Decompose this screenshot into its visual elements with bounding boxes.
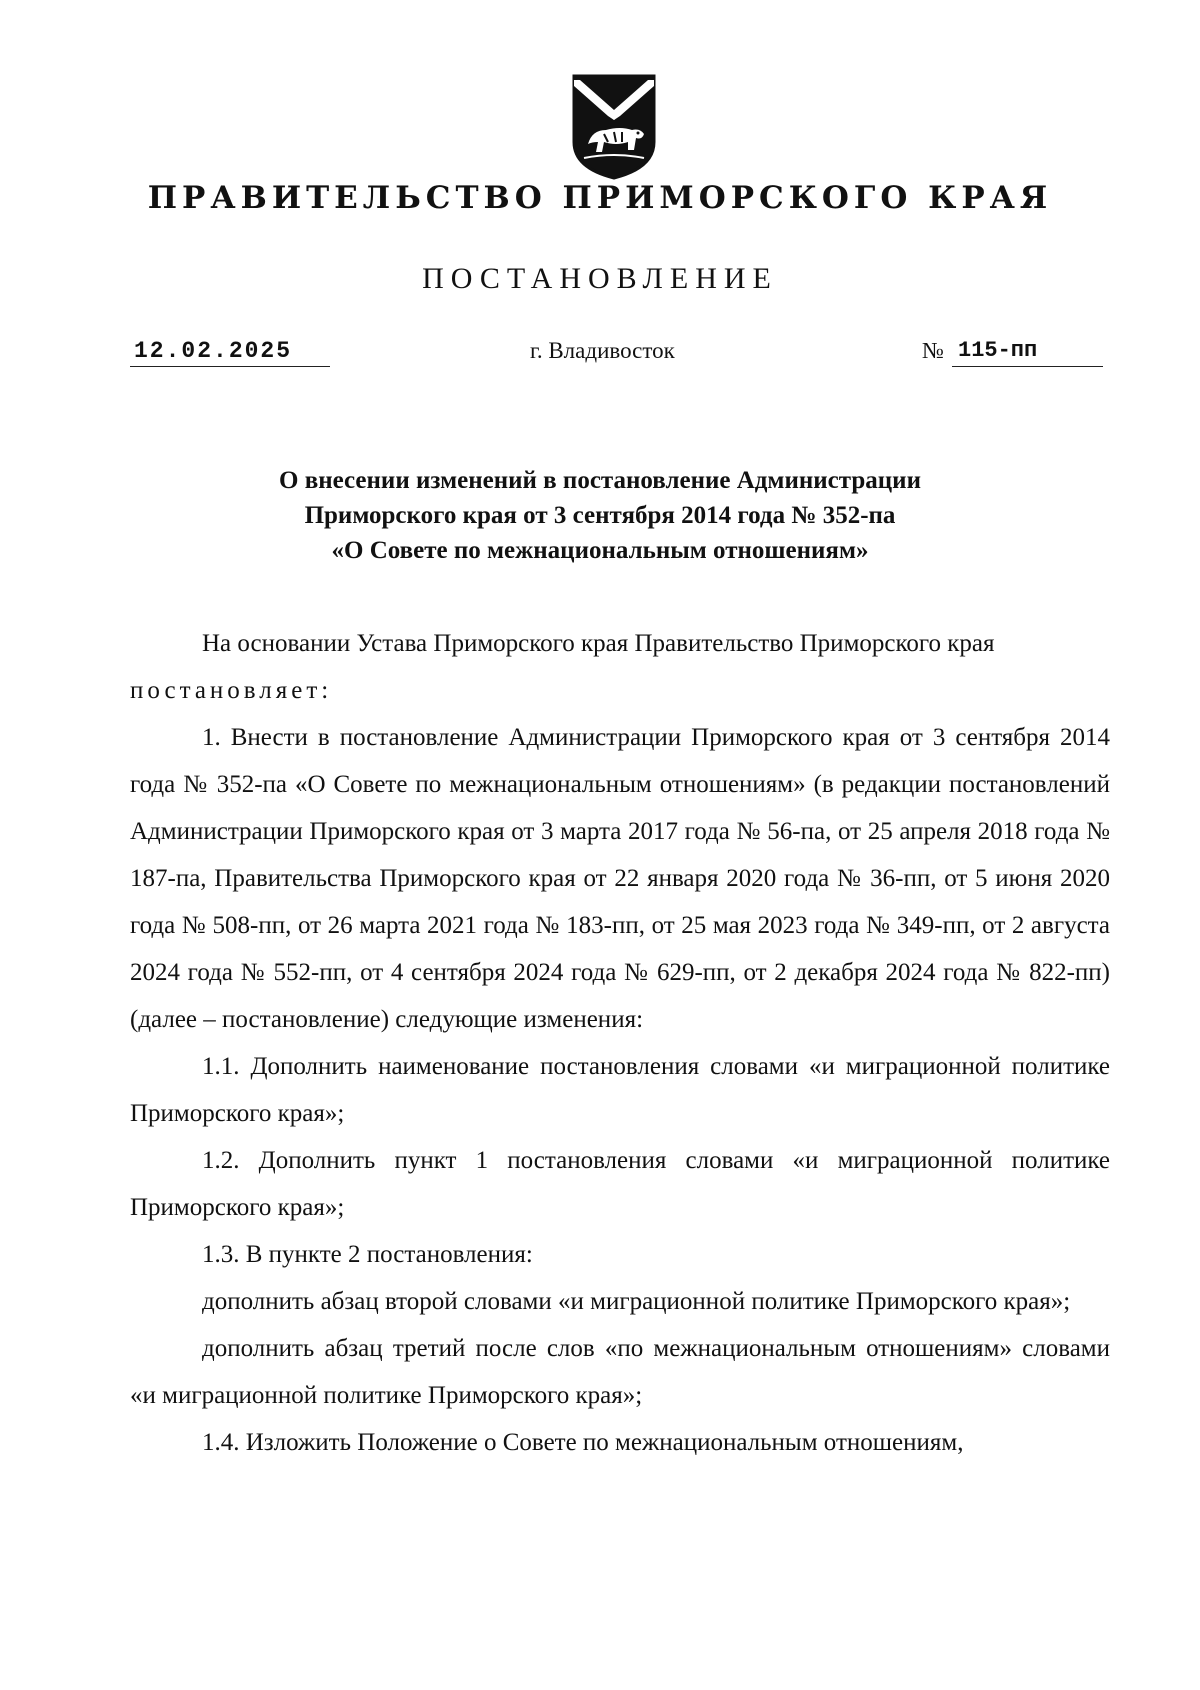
title-line: Приморского края от 3 сентября 2014 года № 352-па (304, 502, 896, 529)
authority-name: ПРАВИТЕЛЬСТВО ПРИМОРСКОГО КРАЯ (147, 180, 1053, 216)
document-title (200, 463, 1000, 568)
paragraph-item-1-3-a: дополнить абзац второй словами «и миграционной политике Приморского края»; (202, 1288, 1071, 1315)
paragraph-item-1-1: 1.1. Дополнить наименование постановления словами «и миграционной политике Приморского края»; (130, 1053, 1110, 1127)
document-city: г. Владивосток (530, 338, 675, 363)
paragraph-decree-word: постановляет: (130, 677, 333, 704)
title-line: О внесении изменений в постановление Администрации (279, 467, 921, 494)
document-number: 115-пп (952, 336, 1103, 367)
document-date: 12.02.2025 (130, 336, 330, 367)
document-body (130, 620, 1110, 1466)
document-number-label: № (922, 338, 944, 363)
paragraph-item-1-3: 1.3. В пункте 2 постановления: (202, 1241, 533, 1268)
primorsky-krai-coat-of-arms-icon (570, 72, 658, 182)
document-meta-row (0, 336, 1200, 376)
title-line: «О Совете по межнациональным отношениям» (331, 537, 869, 564)
document-type: ПОСТАНОВЛЕНИЕ (422, 262, 778, 295)
paragraph-item-1-2: 1.2. Дополнить пункт 1 постановления словами «и миграционной политике Приморского края»; (130, 1147, 1110, 1221)
paragraph-item-1-3-b: дополнить абзац третий после слов «по межнациональным отношениям» словами «и миграционной политике Приморского края»; (130, 1335, 1110, 1409)
paragraph-intro: На основании Устава Приморского края Правительство Приморского края (202, 630, 995, 657)
paragraph-item-1-4: 1.4. Изложить Положение о Совете по межнациональным отношениям, (202, 1429, 964, 1456)
paragraph-item-1: 1. Внести в постановление Администрации Приморского края от 3 сентября 2014 года № 352-па «О Совете по межнациональным отношениям» (в редакции постановлений Администрации Приморского края от 3 марта 2017 года № 56-па, от 25 апреля 2018 года № 187-па, Правительства Приморского края от 22 января 2020 года № 36-пп, от 5 июня 2020 года № 508-пп, от 26 марта 2021 года № 183-пп, от 25 мая 2023 года № 349-пп, от 2 августа 2024 года № 552-пп, от 4 сентября 2024 года № 629-пп, от 2 декабря 2024 года № 822-пп) (далее – постановление) следующие изменения: (130, 724, 1110, 1033)
